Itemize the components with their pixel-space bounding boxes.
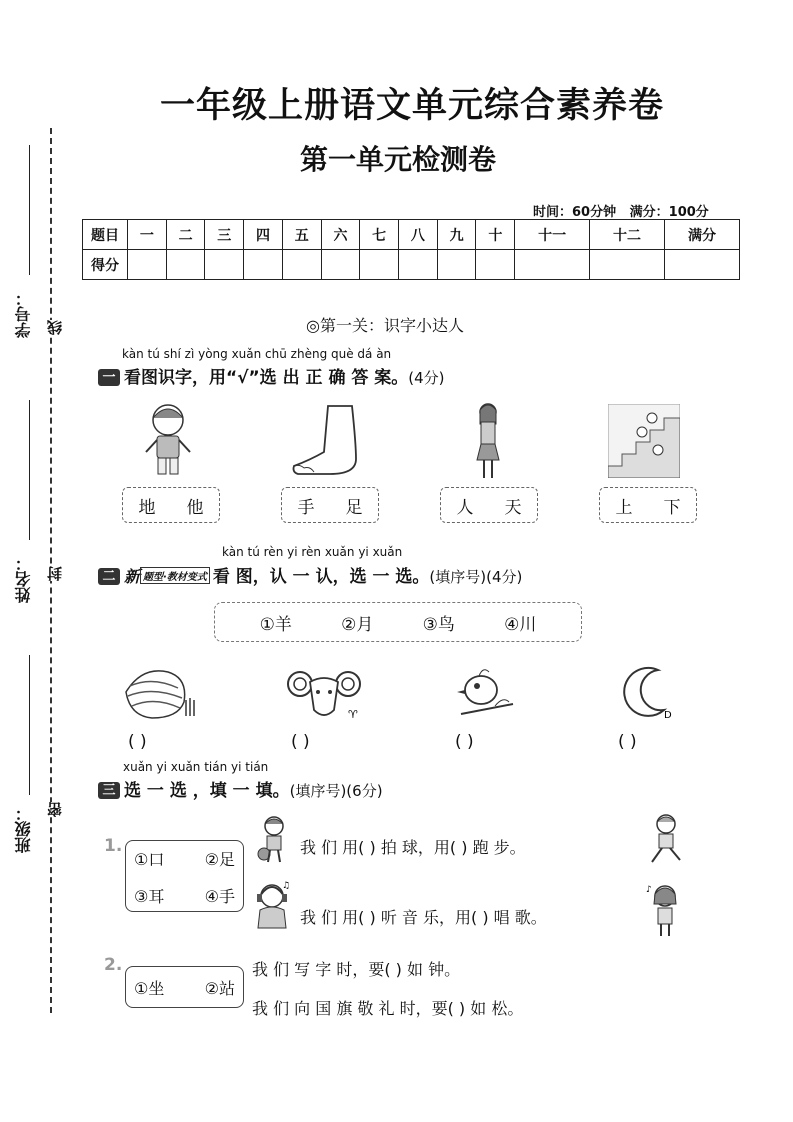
q3-item1-choice: ①口 xyxy=(134,850,165,869)
score-table-cell: 十一 xyxy=(515,220,590,250)
boy-picture-icon xyxy=(138,400,198,482)
score-table-cell: 满分 xyxy=(664,220,739,250)
q3-item1-line2[interactable]: 我 们 用( ) 听 音 乐，用( ) 唱 歌。 xyxy=(300,908,547,927)
name-blank[interactable] xyxy=(29,400,30,540)
q2-option: ①羊 xyxy=(259,614,292,635)
score-input-cell[interactable] xyxy=(437,250,476,280)
score-row-label: 得分 xyxy=(83,250,128,280)
section-title: ◎第一关：识字小达人 xyxy=(306,316,464,335)
score-input-cell[interactable] xyxy=(399,250,438,280)
score-input-cell[interactable] xyxy=(476,250,515,280)
svg-text:♪: ♪ xyxy=(646,885,652,895)
score-table-cell: 七 xyxy=(360,220,399,250)
q3-number: 三 xyxy=(98,782,120,799)
moon-picture-icon xyxy=(620,666,680,722)
score-table-cell: 四 xyxy=(244,220,283,250)
q2-option: ③鸟 xyxy=(422,614,455,635)
page-subtitle: 第一单元检测卷 xyxy=(300,143,497,176)
exam-meta xyxy=(533,201,709,220)
q3-item2-number: 2. xyxy=(104,955,123,975)
score-input-cell[interactable] xyxy=(282,250,321,280)
score-table-score-row xyxy=(83,250,740,280)
svg-text:♫: ♫ xyxy=(282,881,291,891)
score-input-cell[interactable] xyxy=(360,250,399,280)
stairs-picture-icon xyxy=(608,404,680,478)
class-blank[interactable] xyxy=(29,655,30,795)
page-title: 一年级上册语文单元综合素养卷 xyxy=(160,86,665,126)
q1-number: 一 xyxy=(98,369,120,386)
q1-choice-box-4[interactable] xyxy=(599,487,697,523)
q1-choice-box-3[interactable] xyxy=(440,487,538,523)
q1-choice-char[interactable]: 足 xyxy=(345,497,363,518)
q2-answer-1[interactable]: ( ) xyxy=(128,732,147,752)
q3-item2-line2[interactable]: 我 们 向 国 旗 敬 礼 时，要( ) 如 松。 xyxy=(252,999,524,1018)
q1-text: 看图识字，用“√”选 出 正 确 答 案。 xyxy=(124,368,409,388)
name-label: 姓名： xyxy=(14,555,33,603)
q2-badge: 题型·教材变式 xyxy=(140,567,210,584)
q3-text: 选 一 选 ，填 一 填。 xyxy=(124,781,290,801)
q3-item2-line1[interactable]: 我 们 写 字 时，要( ) 如 钟。 xyxy=(252,960,461,979)
q3-item1-choice: ④手 xyxy=(204,887,235,906)
score-table-cell: 八 xyxy=(399,220,438,250)
q3-item2-choice: ①坐 xyxy=(134,978,165,998)
q1-heading xyxy=(98,363,445,388)
score-input-cell[interactable] xyxy=(166,250,205,280)
q1-choice-char[interactable]: 下 xyxy=(663,497,681,518)
river-picture-icon xyxy=(122,662,198,722)
sheep-picture-icon xyxy=(286,662,362,722)
score-table-cell: 十二 xyxy=(590,220,665,250)
q1-score: (4分) xyxy=(408,369,445,387)
student-id-blank[interactable] xyxy=(29,145,30,275)
q2-score: (填序号)(4分) xyxy=(429,568,523,586)
score-input-cell[interactable] xyxy=(128,250,167,280)
q3-item1-line1[interactable]: 我 们 用( ) 拍 球，用( ) 跑 步。 xyxy=(300,838,526,857)
q2-option: ④川 xyxy=(504,614,537,635)
score-input-cell[interactable] xyxy=(515,250,590,280)
child-running-icon xyxy=(646,812,686,866)
foot-picture-icon xyxy=(290,404,370,478)
binding-mark-feng: 封 xyxy=(46,566,64,581)
q1-choice-char[interactable]: 人 xyxy=(456,497,474,518)
q3-score: (填序号)(6分) xyxy=(289,782,383,800)
q1-choice-box-2[interactable] xyxy=(281,487,379,523)
score-input-cell[interactable] xyxy=(244,250,283,280)
score-input-cell[interactable] xyxy=(664,250,739,280)
child-singing-icon xyxy=(646,882,684,938)
exam-full-score: 满分：100分 xyxy=(629,205,709,220)
score-input-cell[interactable] xyxy=(205,250,244,280)
q2-text: 看 图，认 一 认，选 一 选。 xyxy=(212,567,430,587)
q2-heading xyxy=(98,562,522,587)
q1-choice-char[interactable]: 天 xyxy=(504,497,522,518)
q2-answer-3[interactable]: ( ) xyxy=(455,732,474,752)
q1-choice-char[interactable]: 上 xyxy=(615,497,633,518)
q2-pinyin: kàn tú rèn yi rèn xuǎn yi xuǎn xyxy=(222,545,403,559)
q1-choice-char[interactable]: 他 xyxy=(186,497,204,518)
q3-item1-choice: ③耳 xyxy=(134,887,165,906)
q3-item2-choices xyxy=(125,966,244,1008)
q2-answer-2[interactable]: ( ) xyxy=(291,732,310,752)
score-table xyxy=(82,219,740,280)
score-table-cell: 五 xyxy=(282,220,321,250)
score-input-cell[interactable] xyxy=(321,250,360,280)
q3-item1-choice: ②足 xyxy=(204,850,235,869)
q3-heading xyxy=(98,776,383,801)
svg-text:D: D xyxy=(664,710,672,721)
q2-answer-4[interactable]: ( ) xyxy=(618,732,637,752)
score-table-cell: 一 xyxy=(128,220,167,250)
bird-picture-icon xyxy=(455,660,519,724)
score-table-cell: 二 xyxy=(166,220,205,250)
q3-item1-choices xyxy=(125,840,244,912)
score-table-cell: 题目 xyxy=(83,220,128,250)
score-table-cell: 九 xyxy=(437,220,476,250)
q1-pinyin: kàn tú shí zì yòng xuǎn chū zhèng què dá àn xyxy=(122,347,392,361)
child-ball-icon xyxy=(256,814,292,864)
q3-item2-choice: ②站 xyxy=(204,978,235,998)
score-table-cell: 三 xyxy=(205,220,244,250)
q1-choice-char[interactable]: 地 xyxy=(138,497,156,518)
score-table-cell: 十 xyxy=(476,220,515,250)
q3-item1-number: 1. xyxy=(104,836,123,856)
woman-picture-icon xyxy=(468,400,508,482)
q3-pinyin: xuǎn yi xuǎn tián yi tián xyxy=(123,760,269,774)
score-table-header-row xyxy=(83,220,740,250)
q2-number: 二 xyxy=(98,568,120,585)
binding-mark-mi: 密 xyxy=(46,802,64,817)
class-label: 班级： xyxy=(14,805,33,853)
student-id-label: 学号： xyxy=(14,290,33,338)
score-table-cell: 六 xyxy=(321,220,360,250)
score-input-cell[interactable] xyxy=(590,250,665,280)
q2-option: ②月 xyxy=(341,614,374,635)
q2-options-box xyxy=(214,602,582,642)
binding-mark-xian: 线 xyxy=(46,320,64,335)
child-headphones-icon xyxy=(252,880,292,932)
q1-choice-char[interactable]: 手 xyxy=(297,497,315,518)
q2-badge-new: 新 xyxy=(124,567,141,586)
exam-time: 时间：60分钟 xyxy=(533,205,617,220)
svg-text:♈: ♈ xyxy=(348,708,358,721)
q1-choice-box-1[interactable] xyxy=(122,487,220,523)
